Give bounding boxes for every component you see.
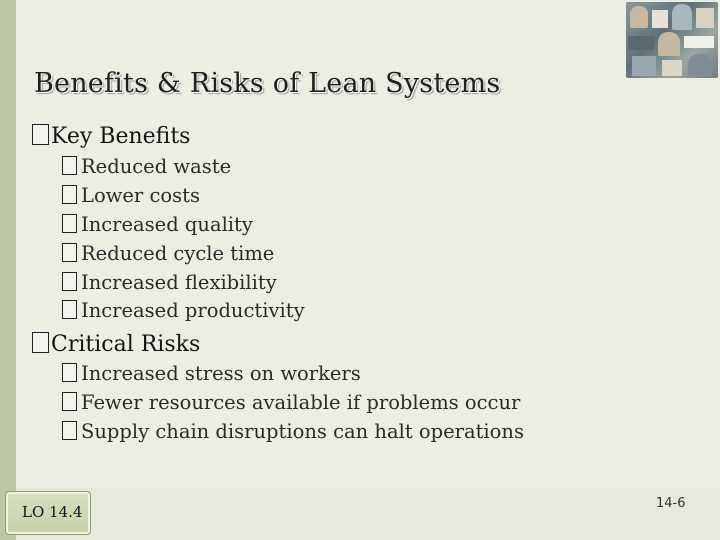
list-item: Increased stress on workers bbox=[62, 362, 361, 385]
list-item: Reduced cycle time bbox=[62, 242, 274, 265]
footer-band bbox=[16, 488, 720, 540]
square-bullet-icon bbox=[62, 156, 77, 175]
list-item: Supply chain disruptions can halt operations bbox=[62, 420, 524, 443]
square-bullet-icon bbox=[62, 185, 77, 204]
section-heading-key-benefits: Key Benefits bbox=[32, 124, 190, 149]
slide-title: Benefits & Risks of Lean Systems bbox=[34, 68, 501, 99]
square-bullet-icon bbox=[32, 124, 49, 145]
square-bullet-icon bbox=[32, 332, 49, 353]
square-bullet-icon bbox=[62, 243, 77, 262]
square-bullet-icon bbox=[62, 392, 77, 411]
list-item: Increased flexibility bbox=[62, 271, 277, 294]
left-accent-bar bbox=[0, 0, 16, 540]
page-number: 14-6 bbox=[656, 496, 686, 511]
people-collage-photo bbox=[626, 2, 718, 78]
square-bullet-icon bbox=[62, 421, 77, 440]
learning-objective-label: LO 14.4 bbox=[22, 503, 83, 521]
square-bullet-icon bbox=[62, 363, 77, 382]
square-bullet-icon bbox=[62, 214, 77, 233]
list-item: Lower costs bbox=[62, 184, 200, 207]
section-heading-critical-risks: Critical Risks bbox=[32, 332, 200, 357]
list-item: Increased productivity bbox=[62, 299, 305, 322]
square-bullet-icon bbox=[62, 300, 77, 319]
list-item: Reduced waste bbox=[62, 155, 231, 178]
square-bullet-icon bbox=[62, 272, 77, 291]
list-item: Fewer resources available if problems occur bbox=[62, 391, 520, 414]
list-item: Increased quality bbox=[62, 213, 253, 236]
